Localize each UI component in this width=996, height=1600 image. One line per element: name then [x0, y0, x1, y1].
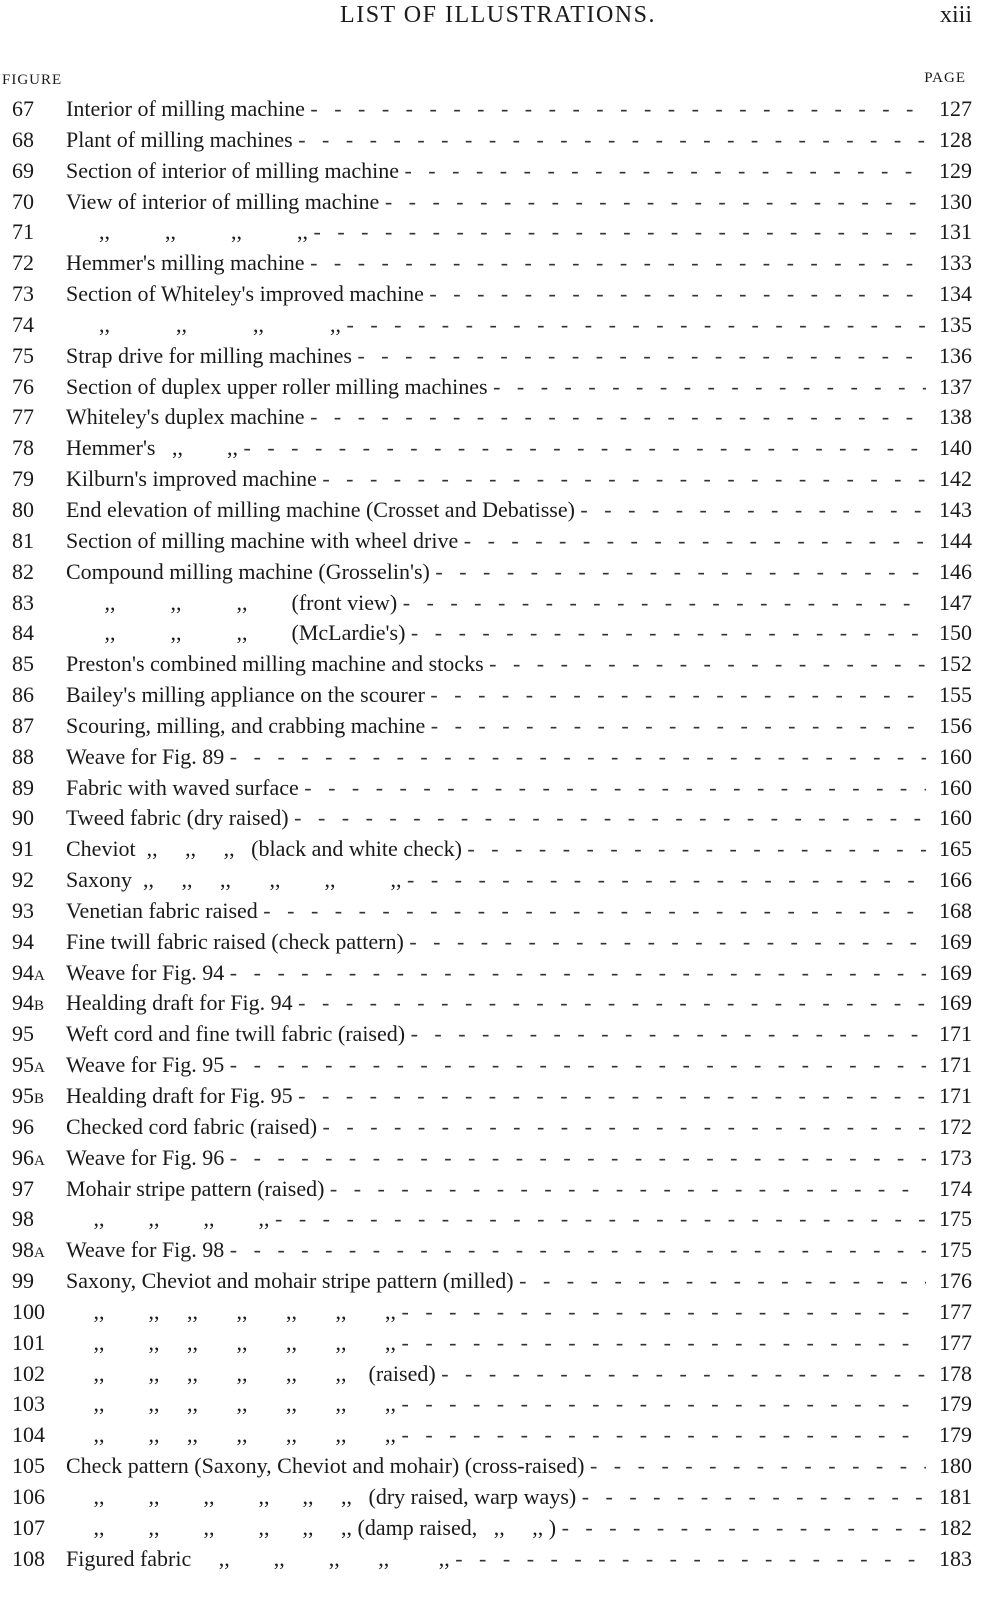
figure-number-value: 82 — [12, 558, 34, 584]
figure-title: Venetian fabric raised - - — [66, 896, 926, 927]
list-item — [0, 927, 996, 958]
figure-number — [12, 495, 64, 526]
figure-number-value: 85 — [12, 651, 34, 677]
list-item — [0, 1513, 996, 1544]
figure-page-number: 172 — [939, 1113, 972, 1139]
figure-page-number: 169 — [939, 959, 972, 985]
figure-number-value: 83 — [12, 589, 34, 615]
figure-page-number: 127 — [939, 96, 972, 121]
figure-number — [12, 649, 64, 680]
list-item — [0, 1451, 996, 1482]
figure-number — [12, 1174, 64, 1205]
figure-title: Whiteley's duplex machine - - — [66, 402, 926, 433]
figure-page-number: 174 — [939, 1175, 972, 1201]
figure-number — [12, 526, 64, 557]
list-item — [0, 433, 996, 464]
figure-number — [12, 988, 64, 1022]
figure-number — [12, 680, 64, 711]
list-item — [0, 310, 996, 341]
figure-number — [12, 433, 64, 464]
figure-page-number: 166 — [939, 867, 972, 893]
list-item — [0, 557, 996, 588]
figure-title: ,, ,, ,, (front view) - - — [66, 588, 926, 619]
figure-title: Saxony, Cheviot and mohair stripe pattern (milled) - - — [66, 1266, 926, 1297]
figure-number-value: 108 — [12, 1545, 45, 1571]
figure-page-number: 179 — [939, 1391, 972, 1417]
figure-page-number: 182 — [939, 1514, 972, 1540]
list-item — [0, 1328, 996, 1359]
figure-number-suffix: B — [34, 998, 45, 1015]
figure-title: Kilburn's improved machine - - — [66, 464, 926, 495]
figure-page-number: 168 — [939, 897, 972, 923]
list-item — [0, 1081, 996, 1112]
figure-number-value: 107 — [12, 1514, 45, 1540]
figure-number — [12, 1513, 64, 1544]
figure-number-value: 93 — [12, 897, 34, 923]
figure-page-number: 178 — [939, 1360, 972, 1386]
list-item — [0, 1389, 996, 1420]
figure-title: Section of duplex upper roller milling machines - - — [66, 372, 926, 403]
list-item — [0, 372, 996, 403]
figure-page-number: 160 — [939, 743, 972, 769]
figure-number — [12, 217, 64, 248]
figure-number — [12, 1389, 64, 1420]
figure-number — [12, 372, 64, 403]
list-item — [0, 896, 996, 927]
list-item — [0, 156, 996, 187]
figure-page-number: 136 — [939, 342, 972, 368]
figure-page-number: 156 — [939, 712, 972, 738]
figure-number-suffix: A — [34, 1245, 46, 1262]
list-item — [0, 865, 996, 896]
figure-number-value: 88 — [12, 743, 34, 769]
list-item — [0, 1297, 996, 1328]
page-column-heading: PAGE — [924, 70, 966, 86]
figure-title: Bailey's milling appliance on the scourer - - — [66, 680, 926, 711]
list-item — [0, 773, 996, 804]
list-item — [0, 94, 996, 125]
figure-number-value: 95 — [12, 1021, 34, 1047]
figure-title: Checked cord fabric (raised) - - — [66, 1112, 926, 1143]
figure-page-number: 160 — [939, 774, 972, 800]
figure-page-number: 147 — [939, 589, 972, 615]
figure-number-value: 86 — [12, 682, 34, 708]
list-item — [0, 649, 996, 680]
list-item — [0, 1174, 996, 1205]
figure-number — [12, 464, 64, 495]
figure-page-number: 140 — [939, 435, 972, 461]
figure-number-value: 95 — [12, 1083, 34, 1108]
figure-number — [12, 865, 64, 896]
figure-page-number: 135 — [939, 311, 972, 337]
figure-number-value: 89 — [12, 774, 34, 800]
figure-title: Section of milling machine with wheel drive - - — [66, 526, 926, 557]
figure-number — [12, 557, 64, 588]
figure-number-value: 101 — [12, 1329, 45, 1355]
figure-number — [12, 279, 64, 310]
figure-number-value: 106 — [12, 1483, 45, 1509]
figure-page-number: 160 — [939, 805, 972, 831]
figure-number-value: 67 — [12, 96, 34, 121]
figure-number — [12, 187, 64, 218]
list-item — [0, 1359, 996, 1390]
figure-page-number: 142 — [939, 466, 972, 492]
figure-page-number: 169 — [939, 990, 972, 1016]
list-item — [0, 187, 996, 218]
figure-number — [12, 1451, 64, 1482]
figure-title: ,, ,, ,, ,, - - — [66, 1204, 926, 1235]
figure-page-number: 165 — [939, 836, 972, 862]
figure-title: Mohair stripe pattern (raised) - - — [66, 1174, 926, 1205]
figure-number-value: 96 — [12, 1144, 34, 1170]
figure-number-value: 72 — [12, 250, 34, 276]
list-item — [0, 988, 996, 1019]
figure-number — [12, 1266, 64, 1297]
figure-number-value: 84 — [12, 620, 34, 646]
figure-number — [12, 1204, 64, 1235]
figure-number — [12, 310, 64, 341]
figure-title: Saxony ,, ,, ,, ,, ,, ,, - - — [66, 865, 926, 896]
figure-number-value: 96 — [12, 1113, 34, 1139]
figure-number-value: 90 — [12, 805, 34, 831]
figure-page-number: 179 — [939, 1422, 972, 1448]
figure-number — [12, 1235, 64, 1269]
figure-number-value: 80 — [12, 496, 34, 522]
figure-title: ,, ,, ,, ,, ,, ,, (damp raised, ,, ,, ) - - — [66, 1513, 926, 1544]
figure-number — [12, 1019, 64, 1050]
figure-number-value: 94 — [12, 959, 34, 985]
figure-page-number: 150 — [939, 620, 972, 646]
figure-number-value: 81 — [12, 527, 34, 553]
list-item — [0, 341, 996, 372]
figure-page-number: 180 — [939, 1453, 972, 1479]
figure-title: ,, ,, ,, ,, ,, ,, ,, - - — [66, 1297, 926, 1328]
figure-title: End elevation of milling machine (Crosset and Debatisse) - - — [66, 495, 926, 526]
list-item — [0, 1143, 996, 1174]
figure-number-value: 73 — [12, 281, 34, 307]
figure-title: ,, ,, ,, ,, ,, ,, (raised) - - — [66, 1359, 926, 1390]
figure-number — [12, 803, 64, 834]
figure-number — [12, 1050, 64, 1084]
figure-number-value: 79 — [12, 466, 34, 492]
figure-title: Scouring, milling, and crabbing machine - - — [66, 711, 926, 742]
figure-number-suffix: A — [34, 1060, 46, 1077]
figure-page-number: 181 — [939, 1483, 972, 1509]
list-item — [0, 1235, 996, 1266]
list-item — [0, 1482, 996, 1513]
figure-title: Healding draft for Fig. 95 - - — [66, 1081, 926, 1112]
figure-page-number: 144 — [939, 527, 972, 553]
figure-number-value: 103 — [12, 1391, 45, 1417]
figure-title: Weave for Fig. 95 - - — [66, 1050, 926, 1081]
figure-page-number: 171 — [939, 1052, 972, 1078]
list-item — [0, 1050, 996, 1081]
figure-page-number: 131 — [939, 219, 972, 245]
figure-page-number: 176 — [939, 1268, 972, 1294]
figure-page-number: 143 — [939, 496, 972, 522]
figure-title: Check pattern (Saxony, Cheviot and mohair) (cross-raised) - - — [66, 1451, 926, 1482]
figure-number-suffix: A — [34, 967, 46, 984]
figure-number — [12, 773, 64, 804]
figure-number-value: 77 — [12, 404, 34, 430]
figure-title: Fine twill fabric raised (check pattern) - - — [66, 927, 926, 958]
figure-title: ,, ,, ,, ,, ,, ,, ,, - - — [66, 1420, 926, 1451]
figure-number — [12, 896, 64, 927]
list-item — [0, 279, 996, 310]
figure-number-value: 75 — [12, 342, 34, 368]
figure-number-value: 97 — [12, 1175, 34, 1201]
list-item — [0, 618, 996, 649]
figure-page-number: 146 — [939, 558, 972, 584]
figure-title: Cheviot ,, ,, ,, (black and white check) - - — [66, 834, 926, 865]
figure-title: Healding draft for Fig. 94 - - — [66, 988, 926, 1019]
figure-number-value: 68 — [12, 126, 34, 152]
figure-number-value: 78 — [12, 435, 34, 461]
figure-title: Plant of milling machines - - — [66, 125, 926, 156]
figure-page-number: 138 — [939, 404, 972, 430]
figure-number — [12, 618, 64, 649]
figure-number-value: 74 — [12, 311, 34, 337]
figure-number-suffix: A — [34, 1152, 46, 1169]
figure-title: ,, ,, ,, ,, ,, ,, (dry raised, warp ways) - - — [66, 1482, 926, 1513]
list-item — [0, 711, 996, 742]
figure-number — [12, 402, 64, 433]
figure-title: ,, ,, ,, ,, ,, ,, ,, - - — [66, 1389, 926, 1420]
list-item — [0, 1266, 996, 1297]
list-item — [0, 1112, 996, 1143]
list-item — [0, 526, 996, 557]
figure-title: Fabric with waved surface - - — [66, 773, 926, 804]
figure-number-value: 99 — [12, 1268, 34, 1294]
figure-page-number: 171 — [939, 1021, 972, 1047]
figure-number-value: 105 — [12, 1453, 45, 1479]
list-item — [0, 464, 996, 495]
illustrations-list — [0, 94, 996, 1575]
page-title: LIST OF ILLUSTRATIONS. — [340, 2, 656, 28]
figure-page-number: 173 — [939, 1144, 972, 1170]
list-item — [0, 588, 996, 619]
figure-page-number: 152 — [939, 651, 972, 677]
list-item — [0, 1544, 996, 1575]
figure-page-number: 133 — [939, 250, 972, 276]
figure-title: Weave for Fig. 98 - - — [66, 1235, 926, 1266]
list-item — [0, 1420, 996, 1451]
figure-page-number: 177 — [939, 1298, 972, 1324]
figure-number — [12, 958, 64, 992]
figure-page-number: 183 — [939, 1545, 972, 1571]
figure-title: Weave for Fig. 89 - - — [66, 742, 926, 773]
figure-title: Interior of milling machine - - — [66, 94, 926, 125]
figure-number-value: 70 — [12, 188, 34, 214]
figure-number-value: 76 — [12, 373, 34, 399]
list-item — [0, 958, 996, 989]
page-number: xiii — [939, 2, 972, 28]
figure-number — [12, 1143, 64, 1177]
figure-title: Strap drive for milling machines - - — [66, 341, 926, 372]
figure-page-number: 175 — [939, 1206, 972, 1232]
figure-title: Tweed fabric (dry raised) - - — [66, 803, 926, 834]
figure-title: Section of interior of milling machine - - — [66, 156, 926, 187]
figure-number — [12, 1328, 64, 1359]
list-item — [0, 803, 996, 834]
figure-title: Compound milling machine (Grosselin's) - - — [66, 557, 926, 588]
figure-title: Weave for Fig. 96 - - — [66, 1143, 926, 1174]
figure-number — [12, 711, 64, 742]
figure-title: Figured fabric ,, ,, ,, ,, ,, - - — [66, 1544, 926, 1575]
figure-number — [12, 927, 64, 958]
figure-title: ,, ,, ,, (McLardie's) - - — [66, 618, 926, 649]
figure-number-value: 94 — [12, 990, 34, 1016]
figure-number — [12, 1544, 64, 1575]
list-item — [0, 680, 996, 711]
list-item — [0, 834, 996, 865]
figure-number — [12, 1359, 64, 1390]
figure-number-value: 92 — [12, 867, 34, 893]
figure-number — [12, 125, 64, 156]
figure-title: Hemmer's milling machine - - — [66, 248, 926, 279]
figure-number — [12, 1081, 64, 1115]
figure-title: ,, ,, ,, ,, ,, ,, ,, - - — [66, 1328, 926, 1359]
figure-title: Weft cord and fine twill fabric (raised) - - — [66, 1019, 926, 1050]
figure-number — [12, 1482, 64, 1513]
figure-title: ,, ,, ,, ,, - - — [66, 310, 926, 341]
figure-page-number: 130 — [939, 188, 972, 214]
figure-number — [12, 1112, 64, 1143]
list-item — [0, 125, 996, 156]
figure-number — [12, 1420, 64, 1451]
figure-title: View of interior of milling machine - - — [66, 187, 926, 218]
list-item — [0, 1204, 996, 1235]
figure-page-number: 169 — [939, 928, 972, 954]
figure-title: Section of Whiteley's improved machine - - — [66, 279, 926, 310]
figure-number-value: 87 — [12, 712, 34, 738]
figure-number — [12, 156, 64, 187]
figure-number-value: 100 — [12, 1298, 45, 1324]
figure-page-number: 134 — [939, 281, 972, 307]
figure-page-number: 155 — [939, 682, 972, 708]
figure-page-number: 175 — [939, 1237, 972, 1263]
figure-number-value: 71 — [12, 219, 34, 245]
figure-title: Weave for Fig. 94 - - — [66, 958, 926, 989]
figure-number-value: 69 — [12, 157, 34, 183]
figure-number-value: 102 — [12, 1360, 45, 1386]
figure-number-value: 98 — [12, 1237, 34, 1263]
figure-number — [12, 1297, 64, 1328]
figure-number-value: 95 — [12, 1052, 34, 1078]
list-item — [0, 742, 996, 773]
figure-title: Preston's combined milling machine and stocks - - — [66, 649, 926, 680]
figure-page-number: 177 — [939, 1329, 972, 1355]
list-item — [0, 248, 996, 279]
figure-page-number: 128 — [939, 126, 972, 152]
figure-page-number: 129 — [939, 157, 972, 183]
list-item — [0, 217, 996, 248]
figure-number — [12, 248, 64, 279]
figure-number-suffix: B — [34, 1091, 45, 1107]
figure-page-number: 137 — [939, 373, 972, 399]
figure-number-value: 91 — [12, 836, 34, 862]
figure-number-value: 98 — [12, 1206, 34, 1232]
figure-page-number: 171 — [939, 1083, 972, 1108]
figure-number-value: 104 — [12, 1422, 45, 1448]
figure-title: Hemmer's ,, ,, - - — [66, 433, 926, 464]
figure-number — [12, 341, 64, 372]
figure-column-heading: FIGURE — [2, 72, 63, 88]
list-item — [0, 495, 996, 526]
list-item — [0, 1019, 996, 1050]
list-item — [0, 402, 996, 433]
figure-number-value: 94 — [12, 928, 34, 954]
figure-number — [12, 588, 64, 619]
figure-number — [12, 834, 64, 865]
figure-number — [12, 94, 64, 125]
figure-number — [12, 742, 64, 773]
figure-title: ,, ,, ,, ,, - - — [66, 217, 926, 248]
